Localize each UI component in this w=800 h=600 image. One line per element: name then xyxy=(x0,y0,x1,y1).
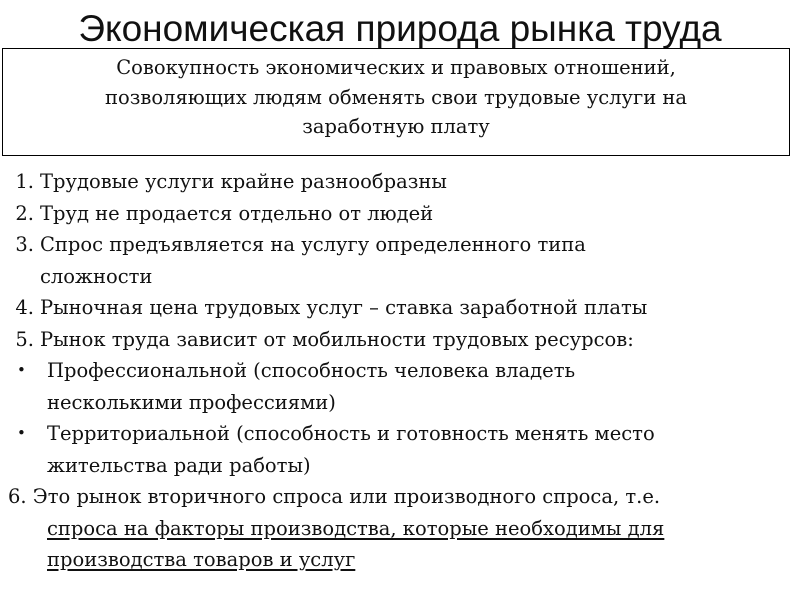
list-text: Рынок труда зависит от мобильности трудовых ресурсов: xyxy=(40,327,634,351)
bullet-text: жительства ради работы) xyxy=(47,453,311,477)
definition-line: позволяющих людям обменять свои трудовые услуги на xyxy=(104,85,688,109)
list-item-continuation xyxy=(0,513,800,545)
list-item-continuation xyxy=(0,261,800,293)
bullet-item-continuation xyxy=(0,450,800,482)
bullet-text: Профессиональной (способность человека владеть xyxy=(47,359,576,382)
feature-list xyxy=(0,166,800,576)
list-item xyxy=(0,166,800,198)
list-text: сложности xyxy=(40,264,153,288)
list-item xyxy=(0,292,800,324)
list-text: Спрос предъявляется на услугу определенного типа xyxy=(40,233,586,256)
list-text: Рыночная цена трудовых услуг – ставка заработной платы xyxy=(40,296,648,319)
definition-box xyxy=(2,48,790,156)
list-text: Труд не продается отдельно от людей xyxy=(40,201,434,225)
bullet-icon: • xyxy=(17,361,26,379)
list-item-continuation xyxy=(0,544,800,576)
underlined-text: производства товаров и услуг xyxy=(47,548,356,571)
list-item xyxy=(0,198,800,230)
underlined-text: спроса на факторы производства, которые необходимы для xyxy=(47,516,665,540)
bullet-text: несколькими профессиями) xyxy=(47,390,336,414)
slide-title: Экономическая природа рынка труда xyxy=(78,8,722,49)
list-number: 3. xyxy=(15,233,34,256)
list-number: 2. xyxy=(15,201,34,225)
list-item xyxy=(0,481,800,513)
list-number: 4. xyxy=(15,296,34,319)
definition-line: Совокупность экономических и правовых отношений, xyxy=(116,56,676,79)
list-number: 1. xyxy=(15,170,34,193)
bullet-text: Территориальной (способность и готовность менять место xyxy=(47,422,655,445)
list-item xyxy=(0,229,800,261)
definition-line: заработную плату xyxy=(302,115,490,138)
bullet-icon: • xyxy=(17,424,26,442)
list-text: 6. Это рынок вторичного спроса или производного спроса, т.е. xyxy=(8,485,661,508)
bullet-item xyxy=(0,355,800,387)
list-text: Трудовые услуги крайне разнообразны xyxy=(40,170,447,193)
list-item xyxy=(0,324,800,356)
bullet-item-continuation xyxy=(0,387,800,419)
bullet-item xyxy=(0,418,800,450)
list-number: 5. xyxy=(15,327,34,351)
